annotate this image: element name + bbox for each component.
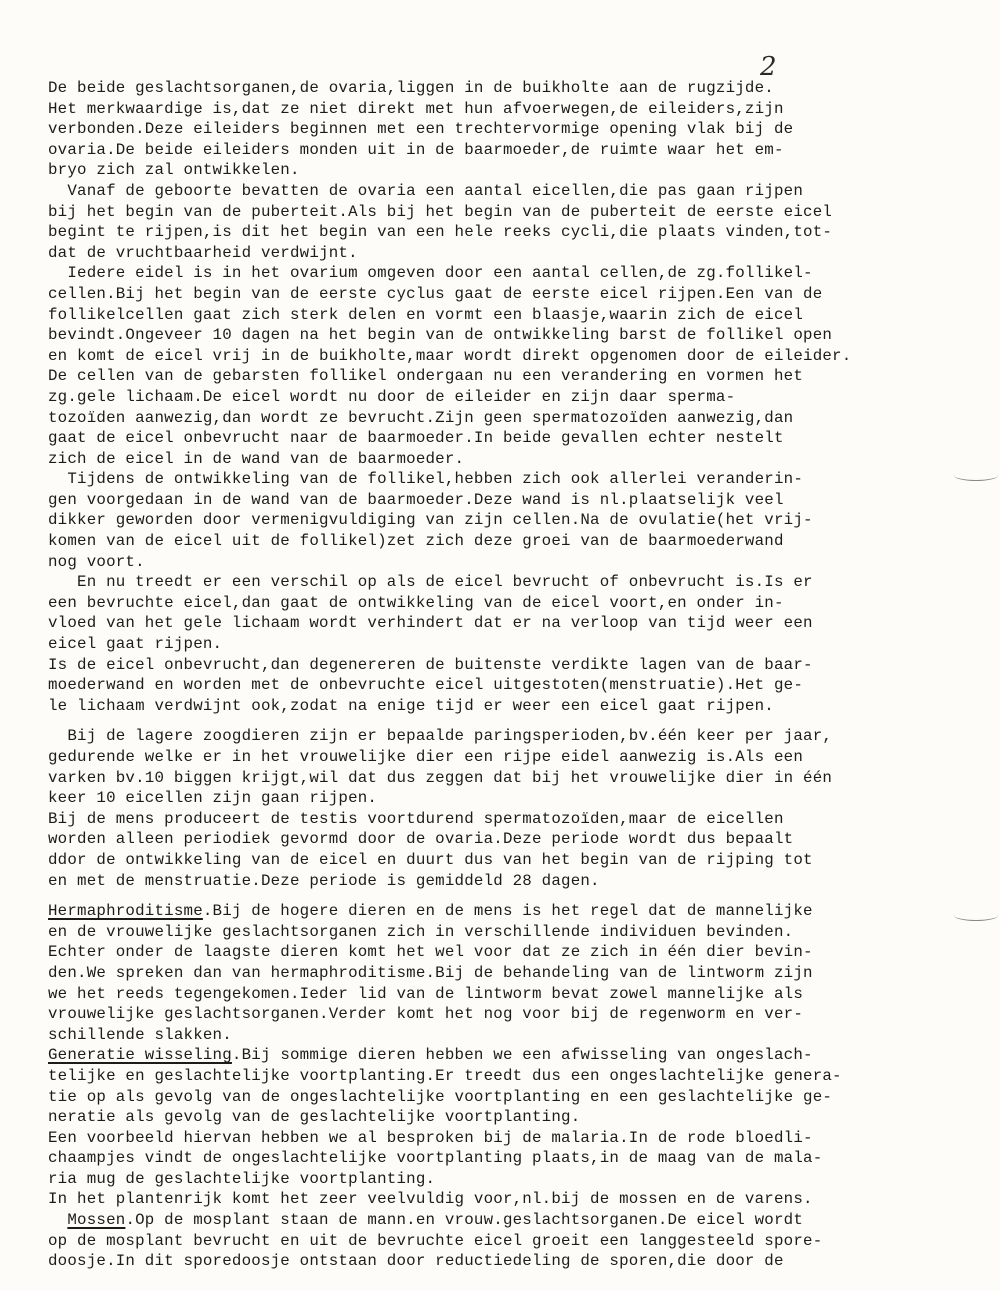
text-line: Een voorbeeld hiervan hebben we al besproken bij de malaria.In de rode bloedli- — [48, 1128, 813, 1147]
text-line: gaat de eicel onbevrucht naar de baarmoeder.In beide gevallen echter nestelt — [48, 429, 784, 448]
text-line: op de mosplant bevrucht en uit de bevruchte eicel groeit een langgesteeld spore- — [48, 1231, 823, 1250]
text-run: .Bij sommige dieren hebben we een afwisseling van ongeslach- — [231, 1046, 813, 1065]
margin-pencil-mark — [954, 470, 998, 481]
text-line: vloed van het gele lichaam wordt verhindert dat er na verloop van tijd weer een — [48, 614, 813, 633]
text-line: Bij de lagere zoogdieren zijn er bepaalde paringsperioden,bv.één keer per jaar, — [48, 727, 833, 746]
text-line: tie op als gevolg van de ongeslachtelijke voortplanting en een geslachtelijke ge- — [48, 1087, 833, 1106]
text-line: zg.gele lichaam.De eicel wordt nu door de eileider en zijn daar sperma- — [48, 387, 736, 406]
text-line: begint te rijpen,is dit het begin van een hele reeks cycli,die plaats vinden,tot- — [48, 223, 833, 242]
text-line: schillende slakken. — [48, 1025, 232, 1044]
section-heading-mossen: Mossen — [67, 1211, 126, 1230]
text-line: doosje.In dit sporedoosje ontstaan door reductiedeling de sporen,die door de — [48, 1252, 784, 1271]
text-line: varken bv.10 biggen krijgt,wil dat dus zeggen dat bij het vrouwelijke dier in één — [48, 768, 833, 787]
text-line: cellen.Bij het begin van de eerste cyclus gaat de eerste eicel rijpen.Een van de — [48, 284, 823, 303]
text-line: worden alleen periodiek gevormd door de ovaria.Deze periode wordt dus bepaalt — [48, 830, 794, 849]
body-text — [48, 78, 978, 1272]
section-first-line — [48, 901, 978, 922]
text-line: dikker geworden door vermenigvuldiging van zijn cellen.Na de ovulatie(het vrij- — [48, 511, 813, 530]
section-heading-generatie-wisseling: Generatie wisseling — [48, 1046, 232, 1065]
text-line: bij het begin van de puberteit.Als bij het begin van de puberteit de eerste eicel — [48, 202, 833, 221]
text-line: Echter onder de laagste dieren komt het wel voor dat ze zich in één dier bevin- — [48, 943, 813, 962]
text-line: Vanaf de geboorte bevatten de ovaria een aantal eicellen,die pas gaan rijpen — [48, 181, 804, 200]
text-line: gedurende welke er in het vrouwelijke dier een rijpe eidel aanwezig is.Als een — [48, 748, 804, 766]
text-line: Iedere eidel is in het ovarium omgeven door een aantal cellen,de zg.follikel- — [48, 264, 813, 283]
text-line: Bij de mens produceert de testis voortdurend spermatozoïden,maar de eicellen — [48, 809, 784, 828]
text-line: en komt de eicel vrij in de buikholte,maar wordt direkt opgenomen door de eileider. — [48, 346, 852, 365]
text-line: vrouwelijke geslachtsorganen.Verder komt het nog voor bij de regenworm en ver- — [48, 1005, 804, 1024]
text-line: Is de eicel onbevrucht,dan degenereren de buitenste verdikte lagen van de baar- — [48, 655, 813, 674]
text-line: bevindt.Ongeveer 10 dagen na het begin van de ontwikkeling barst de follikel open — [48, 326, 833, 345]
text-line: we het reeds tegengekomen.Ieder lid van de lintworm bevat zowel mannelijke als — [48, 984, 804, 1003]
text-line: le lichaam verdwijnt ook,zodat na enige tijd er weer een eicel gaat rijpen. — [48, 696, 774, 715]
text-line: ddor de ontwikkeling van de eicel en duurt dus van het begin van de rijping tot — [48, 850, 813, 869]
text-line: ria mug de geslachtelijke voortplanting. — [48, 1169, 436, 1188]
text-run: .Bij de hogere dieren en de mens is het regel dat de mannelijke — [202, 902, 813, 921]
text-line: En nu treedt er een verschil op als de eicel bevrucht of onbevrucht is.Is er — [48, 573, 813, 592]
text-line: moederwand en worden met de onbevruchte eicel uitgestoten(menstruatie).Het ge- — [48, 676, 804, 695]
text-line: In het plantenrijk komt het zeer veelvuldig voor,nl.bij de mossen en de varens. — [48, 1190, 813, 1209]
text-line: dat de vruchtbaarheid verdwijnt. — [48, 243, 358, 262]
margin-pencil-mark — [954, 910, 998, 921]
page-number: 2 — [760, 52, 777, 82]
text-line: ovaria.De beide eileiders monden uit in de baarmoeder,de ruimte waar het em- — [48, 140, 784, 159]
text-line: follikelcellen gaat zich sterk delen en vormt een blaasje,waarin zich de eicel — [48, 305, 804, 324]
text-line: Het merkwaardige is,dat ze niet direkt met hun afvoerwegen,de eileiders,zijn — [48, 99, 784, 118]
text-line: en met de menstruatie.Deze periode is gemiddeld 28 dagen. — [48, 871, 600, 890]
text-line: komen van de eicel uit de follikel)zet zich deze groei van de baarmoederwand — [48, 532, 784, 551]
text-line: telijke en geslachtelijke voortplanting.Er treedt dus een ongeslachtelijke genera- — [48, 1066, 842, 1085]
text-line: eicel gaat rijpen. — [48, 635, 223, 654]
section-heading-hermaphroditisme: Hermaphroditisme — [48, 902, 203, 921]
paragraph-gap — [48, 716, 978, 726]
text-line: De beide geslachtsorganen,de ovaria,liggen in de buikholte aan de rugzijde. — [48, 79, 774, 97]
text-line: den.We spreken dan van hermaphroditisme.Bij de behandeling van de lintworm zijn — [48, 963, 813, 982]
text-line: en de vrouwelijke geslachtsorganen zich in verschillende individuen bevinden. — [48, 922, 794, 941]
text-line: chaampjes vindt de ongeslachtelijke voortplanting plaats,in de maag van de mala- — [48, 1149, 823, 1168]
text-line: verbonden.Deze eileiders beginnen met een trechtervormige opening vlak bij de — [48, 120, 794, 139]
text-line: keer 10 eicellen zijn gaan rijpen. — [48, 789, 378, 808]
text-line: neratie als gevolg van de geslachtelijke voortplanting. — [48, 1108, 581, 1127]
paragraph-gap — [48, 891, 978, 901]
section-first-line — [48, 1210, 978, 1231]
text-run: .Op de mosplant staan de mann.en vrouw.geslachtsorganen.De eicel wordt — [125, 1211, 804, 1230]
text-line: De cellen van de gebarsten follikel ondergaan nu een verandering en vormen het — [48, 367, 804, 386]
text-line: een bevruchte eicel,dan gaat de ontwikkeling van de eicel voort,en onder in- — [48, 593, 784, 612]
text-line: zich de eicel in de wand van de baarmoeder. — [48, 449, 465, 468]
text-line: gen voorgedaan in de wand van de baarmoeder.Deze wand is nl.plaatselijk veel — [48, 490, 784, 509]
text-line: bryo zich zal ontwikkelen. — [48, 161, 300, 180]
section-first-line — [48, 1045, 978, 1066]
text-line: nog voort. — [48, 552, 145, 571]
text-line: Tijdens de ontwikkeling van de follikel,hebben zich ook allerlei veranderin- — [48, 470, 804, 489]
text-line: tozoïden aanwezig,dan wordt ze bevrucht.Zijn geen spermatozoïden aanwezig,dan — [48, 408, 794, 427]
